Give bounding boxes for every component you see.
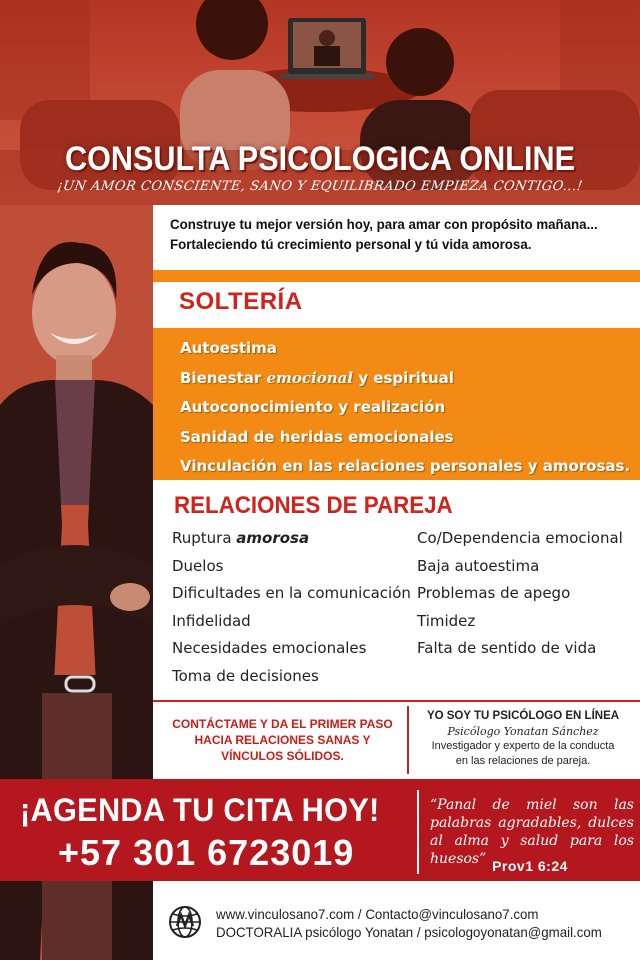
solteria-title: SOLTERÍA: [179, 288, 303, 315]
globe-icon: [168, 905, 202, 939]
list-item: Falta de sentido de vida: [417, 639, 597, 658]
psychologist-info: [412, 708, 634, 769]
psychologist-heading: YO SOY TU PSICÓLOGO EN LÍNEA: [426, 710, 620, 722]
list-item: Vinculación en las relaciones personales y amorosas.: [180, 457, 631, 475]
divider: [417, 790, 419, 874]
list-item: Problemas de apego: [417, 584, 571, 603]
agenda-heading: ¡AGENDA TU CITA HOY!: [20, 792, 380, 828]
cta-line-1: CONTÁCTAME Y DA EL PRIMER PASO: [172, 717, 393, 731]
list-item: Infidelidad: [172, 611, 251, 630]
phone-number[interactable]: +57 301 6723019: [58, 832, 355, 873]
list-item: Necesidades emocionales: [172, 639, 367, 658]
solteria-list: [180, 334, 630, 482]
pareja-list-right: [417, 525, 623, 663]
list-item: Bienestar emocional y espiritual: [180, 368, 454, 387]
page-subtitle: ¡UN AMOR CONSCIENTE, SANO Y EQUILIBRADO EMPIEZA CONTIGO...!: [56, 179, 584, 194]
page-title: CONSULTA PSICOLOGICA ONLINE: [64, 140, 575, 178]
footer-links-2[interactable]: DOCTORALIA psicólogo Yonatan / psicologoyonatan@gmail.com: [216, 924, 602, 940]
quote-reference: Prov1 6:24: [492, 858, 568, 874]
contact-cta: [160, 716, 405, 764]
list-item: Baja autoestima: [417, 556, 540, 575]
list-item: Sanidad de heridas emocionales: [180, 427, 454, 446]
list-item: Autoconocimiento y realización: [180, 398, 446, 416]
bible-quote: “Panal de miel son las palabras agradables, dulces al alma y salud para los huesos”: [430, 797, 634, 867]
list-item: Autoestima: [180, 339, 277, 357]
pareja-title: RELACIONES DE PAREJA: [174, 492, 453, 519]
list-item: Duelos: [172, 556, 224, 575]
list-item: Co/Dependencia emocional: [417, 529, 623, 547]
cta-line-3: VÍNCULOS SÓLIDOS.: [221, 749, 344, 763]
cta-line-2: HACIA RELACIONES SANAS Y: [194, 733, 371, 747]
pareja-list-left: [172, 525, 411, 691]
list-item: Toma de decisiones: [172, 666, 319, 685]
solteria-header: [153, 282, 640, 328]
intro-line-1: Construye tu mejor versión hoy, para amar con propósito mañana...: [170, 216, 598, 232]
footer-links-1[interactable]: www.vinculosano7.com / Contacto@vinculosano7.com: [216, 906, 539, 922]
divider: [407, 706, 409, 774]
intro-line-2: Fortaleciendo tú crecimiento personal y tú vida amorosa.: [170, 236, 532, 252]
psychologist-name: Psicólogo Yonatan Sánchez: [447, 725, 599, 738]
list-item: Dificultades en la comunicación: [172, 584, 411, 603]
intro-text: [170, 214, 607, 254]
list-item: Ruptura amorosa: [172, 529, 310, 547]
psychologist-description: Investigador y experto de la conducta en las relaciones de pareja.: [431, 740, 615, 767]
list-item: Timidez: [417, 611, 476, 630]
